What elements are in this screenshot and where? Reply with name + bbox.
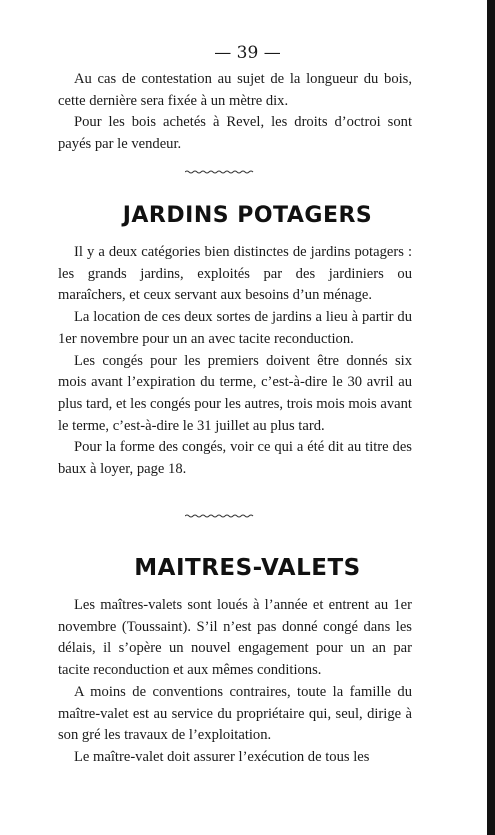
- page-edge-shadow: [487, 0, 495, 835]
- paragraph: Pour les bois achetés à Revel, les droits d’octroi sont payés par le vendeur.: [58, 114, 412, 153]
- divider-ornament: [185, 514, 255, 518]
- section-heading: MAITRES-VALETS: [134, 555, 361, 581]
- paragraph: Les maîtres-valets sont loués à l’année et entrent au 1er novembre (Toussaint). S’il n’est pas donné congé dans les délais, il s’opère un nouvel engagement pour un an par tacite reconduction et aux mêmes conditions.: [58, 597, 412, 679]
- paragraph: Pour la forme des congés, voir ce qui a été dit au titre des baux à loyer, page 18.: [58, 439, 412, 478]
- divider-ornament: [185, 170, 255, 174]
- paragraph: Le maître-valet doit assurer l’exécution de tous les: [74, 748, 370, 765]
- paragraph: Les congés pour les premiers doivent être donnés six mois avant l’expiration du terme, c’est-à-dire le 30 avril au plus tard, et les congés pour les autres, trois mois mois avant le terme, c’est-à-dire le 31 juillet au plus tard.: [58, 352, 412, 434]
- paragraph: Il y a deux catégories bien distinctes de jardins potagers : les grands jardins, exploités par des jardiniers ou maraîchers, et ceux servant aux besoins d’un ménage.: [58, 244, 412, 304]
- page-number: — 39 —: [214, 43, 281, 63]
- maitres-valets-text-block: [58, 595, 412, 769]
- intro-text-block: [58, 69, 412, 156]
- section-heading: JARDINS POTAGERS: [122, 203, 373, 228]
- paragraph: A moins de conventions contraires, toute la famille du maître-valet est au service du propriétaire qui, seul, dirige à son gré les travaux de l’exploitation.: [58, 683, 412, 744]
- paragraph: Au cas de contestation au sujet de la longueur du bois, cette dernière sera fixée à un mètre dix.: [58, 71, 412, 109]
- jardins-text-block: [58, 242, 412, 481]
- paragraph: La location de ces deux sortes de jardins a lieu à partir du 1er novembre pour un an avec tacite reconduction.: [58, 309, 412, 347]
